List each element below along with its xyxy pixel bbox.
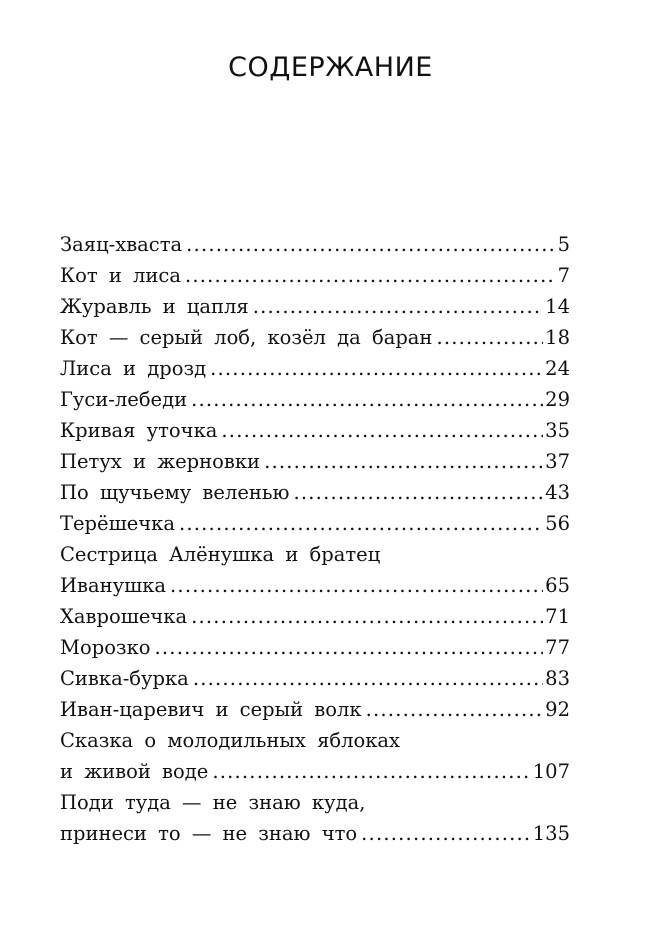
- toc-entry-title-text: Поди туда — не знаю куда,: [60, 791, 366, 814]
- dot-leader: [253, 291, 543, 322]
- toc-entry-page-number: 35: [545, 419, 570, 442]
- toc-entry: [60, 663, 570, 694]
- toc-entry: [60, 446, 570, 477]
- toc-entry-last-line: [60, 601, 570, 632]
- toc-entry-title-text: По щучьему веленью: [60, 481, 290, 504]
- toc-entry-page-number: 14: [545, 295, 570, 318]
- dot-leader: [210, 353, 543, 384]
- toc-entry-title-text: Заяц-хваста: [60, 233, 183, 256]
- toc-entry-page-number: 83: [545, 667, 570, 690]
- toc-entry-last-line: [60, 415, 570, 446]
- toc-entry-last-line: [60, 694, 570, 725]
- toc-entry-page-number: 107: [532, 760, 570, 783]
- toc-entry-title-line: [60, 539, 570, 570]
- toc-entry-title-text: Сказка о молодильных яблоках: [60, 729, 401, 752]
- toc-entry: [60, 539, 570, 601]
- toc-entry-last-line: [60, 477, 570, 508]
- toc-entry-title-text: Петух и жерновки: [60, 450, 261, 473]
- toc-entry-page-number: 37: [545, 450, 570, 473]
- toc-entry: [60, 353, 570, 384]
- toc-entry-title-text: Кот — серый лоб, козёл да баран: [60, 326, 433, 349]
- toc-entry-title-text: Кривая уточка: [60, 419, 218, 442]
- toc-entry-last-line: [60, 260, 570, 291]
- toc-entry-page-number: 7: [557, 264, 570, 287]
- toc-entry: [60, 725, 570, 787]
- toc-entry: [60, 601, 570, 632]
- toc-entry-title-text: Гуси-лебеди: [60, 388, 188, 411]
- dot-leader: [212, 756, 530, 787]
- page-title: СОДЕРЖАНИЕ: [228, 52, 433, 83]
- toc-entry-last-line: [60, 632, 570, 663]
- toc-entry-title-text: Терёшечка: [60, 512, 175, 535]
- dot-leader: [185, 260, 556, 291]
- toc-entry-page-number: 43: [545, 481, 570, 504]
- dot-leader: [186, 229, 555, 260]
- toc-entry-page-number: 24: [545, 357, 570, 380]
- toc-entry-title-text: Иванушка: [60, 574, 167, 597]
- toc-entry: [60, 477, 570, 508]
- toc-entry-title-text: Лиса и дрозд: [60, 357, 207, 380]
- toc-entry-title-text: Журавль и цапля: [60, 295, 249, 318]
- toc-entry-page-number: 18: [545, 326, 570, 349]
- toc-entry-page-number: 77: [545, 636, 570, 659]
- dot-leader: [191, 601, 543, 632]
- dot-leader: [436, 322, 543, 353]
- toc-entry-last-line: [60, 663, 570, 694]
- toc-entry-last-line: [60, 446, 570, 477]
- dot-leader: [193, 663, 543, 694]
- toc-entry: [60, 415, 570, 446]
- toc-entry-page-number: 65: [545, 574, 570, 597]
- dot-leader: [170, 570, 543, 601]
- toc-entry-title-text: Иван-царевич и серый волк: [60, 698, 362, 721]
- toc-entry: [60, 694, 570, 725]
- toc-entry-title-text: принеси то — не знаю что: [60, 822, 358, 845]
- toc-entry-page-number: 92: [545, 698, 570, 721]
- toc-entry: [60, 229, 570, 260]
- toc-entry: [60, 291, 570, 322]
- toc-entry-title-text: Морозко: [60, 636, 151, 659]
- toc-entry-last-line: [60, 756, 570, 787]
- toc-entry-last-line: [60, 570, 570, 601]
- dot-leader: [179, 508, 543, 539]
- toc-entry-page-number: 56: [545, 512, 570, 535]
- toc-entry-page-number: 71: [545, 605, 570, 628]
- toc-entry-page-number: 5: [557, 233, 570, 256]
- toc-entry-title-text: Сивка-бурка: [60, 667, 189, 690]
- toc-entry: [60, 384, 570, 415]
- toc-entry-last-line: [60, 322, 570, 353]
- toc-entry-last-line: [60, 384, 570, 415]
- dot-leader: [293, 477, 543, 508]
- toc-entry: [60, 260, 570, 291]
- toc-entry-page-number: 135: [532, 822, 570, 845]
- toc-entry-title-text: Сестрица Алёнушка и братец: [60, 543, 381, 566]
- dot-leader: [191, 384, 543, 415]
- toc-entry: [60, 632, 570, 663]
- toc-entry-title-line: [60, 725, 570, 756]
- dot-leader: [221, 415, 543, 446]
- toc-entry-title-text: Кот и лиса: [60, 264, 181, 287]
- toc-entry-last-line: [60, 818, 570, 849]
- dot-leader: [361, 818, 531, 849]
- toc-entry-title-line: [60, 787, 570, 818]
- dot-leader: [155, 632, 544, 663]
- toc-entry-last-line: [60, 229, 570, 260]
- toc-entry: [60, 787, 570, 849]
- dot-leader: [264, 446, 543, 477]
- toc-entry: [60, 322, 570, 353]
- toc-entry-last-line: [60, 508, 570, 539]
- dot-leader: [366, 694, 544, 725]
- toc-entry: [60, 508, 570, 539]
- toc-entry-title-text: Хаврошечка: [60, 605, 188, 628]
- table-of-contents: [60, 229, 570, 849]
- toc-entry-title-text: и живой воде: [60, 760, 209, 783]
- toc-entry-last-line: [60, 353, 570, 384]
- toc-entry-last-line: [60, 291, 570, 322]
- toc-entry-page-number: 29: [545, 388, 570, 411]
